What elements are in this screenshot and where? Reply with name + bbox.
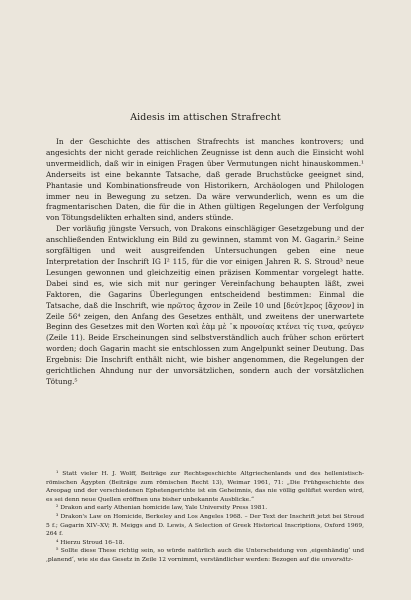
footnote-2: ² Drakon and early Athenian homicide law, Yale University Press 1981.	[56, 505, 268, 512]
footnote-5-text: ⁵ Sollte diese These richtig sein, so würde natürlich auch die Unterscheidung von ‚eigenhändig‘ und ‚planend‘, wie sie das Gesetz in Zeile 12 vornimmt, verständlicher werden: Bezogen auf die	[46, 548, 364, 563]
main-text	[46, 137, 364, 388]
footnote-5	[46, 547, 364, 564]
chapter-title: Aidesis im attischen Strafrecht	[130, 112, 281, 123]
footnote-4: ⁴ Hierzu Stroud 16–18.	[56, 539, 125, 546]
footnote-5-italic: unvorsätz-	[321, 556, 353, 563]
paragraph-1: In der Geschichte des attischen Strafrechts ist manches kontrovers; und angesichts der nicht gerade reichlichen Zeugnisse ist denn auch die Einsicht wohl unvermeidlich, daß wir in einigen Fragen über Vermutungen nicht hinauskommen.¹ Anderseits ist eine bekannte Tatsache, daß gerade Bruchstücke geeignet sind, Phantasie und Kombinationsfreude von Historikern, Archäologen und Philologen immer neu in Bewegung zu setzen. Da wäre verwunderlich, wenn es um die fragmentarischen Daten, die für die in Athen gültigen Regelungen der Verfolgung von Tötungsdelikten erhalten sind, anders stünde.	[46, 137, 364, 223]
footnote-1: ¹ Statt vieler H. J. Wolff, Beiträge zur Rechtsgeschichte Altgriechenlands und des hellenistisch-römischen Ägypten (Beiträge zum römischen Recht 13), Weimar 1961, 71: „Die Frühgeschichte des Areopag und der verschiedenen Ephetengerichte ist ein Geheimnis, das nie völlig gelüftet werden wird, es sei denn neue Quellen eröffnen uns bisher unbekannte Ausblicke.“	[46, 471, 364, 503]
footnotes	[46, 470, 364, 565]
paragraph-2: Der vorläufig jüngste Versuch, von Drakons einschlägiger Gesetzgebung und der anschließenden Entwicklung ein Bild zu gewinnen, stammt von M. Gagarin.² Seine sorgfältigen und weit ausgreifenden Untersuchungen geben eine neue Interpretation der Inschrift IG I² 115, für die vor einigen Jahren R. S. Stroud³ neue Lesungen gewonnen und gleichzeitig einen präzisen Kommentar vorgelegt hatte. Dabei sind es, wie sich mit nur geringer Vereinfachung behaupten läßt, zwei Faktoren, die Gagarins Überlegungen entscheidend bestimmen: Einmal die Tatsache, daß die Inschrift, wie πρῶτος ἄχσον in Zeile 10 und [δεύτ]ερος [ἄχσον] in Zeile 56⁴ zeigen, den Anfang des Gesetzes enthält, und zweitens der unerwartete Beginn des Gesetzes mit den Worten καὶ ἐὰμ μὲ ᾽κ προνοίας κτένει τίς τινα, φεύγεν (Zeile 11). Beide Erscheinungen sind selbstverständlich auch früher schon erörtert worden; doch Gagarin macht sie entschlossen zum Angelpunkt seiner Deutung. Das Ergebnis: Die Inschrift enthält nicht, wie bisher angenommen, die Regelungen der gerichtlichen Ahndung nur der unvorsätzlichen, sondern auch der vorsätzlichen Tötung.⁵	[46, 224, 364, 386]
footnote-3: ³ Drakon's Law on Homicide, Berkeley and Los Angeles 1968. – Der Text der Inschrift jetzt bei Stroud 5 f.; Gagarin XIV–XV; R. Meiggs and D. Lewis, A Selection of Greek Historical Inscriptions, Oxford 1969, 264 f.	[46, 513, 364, 538]
